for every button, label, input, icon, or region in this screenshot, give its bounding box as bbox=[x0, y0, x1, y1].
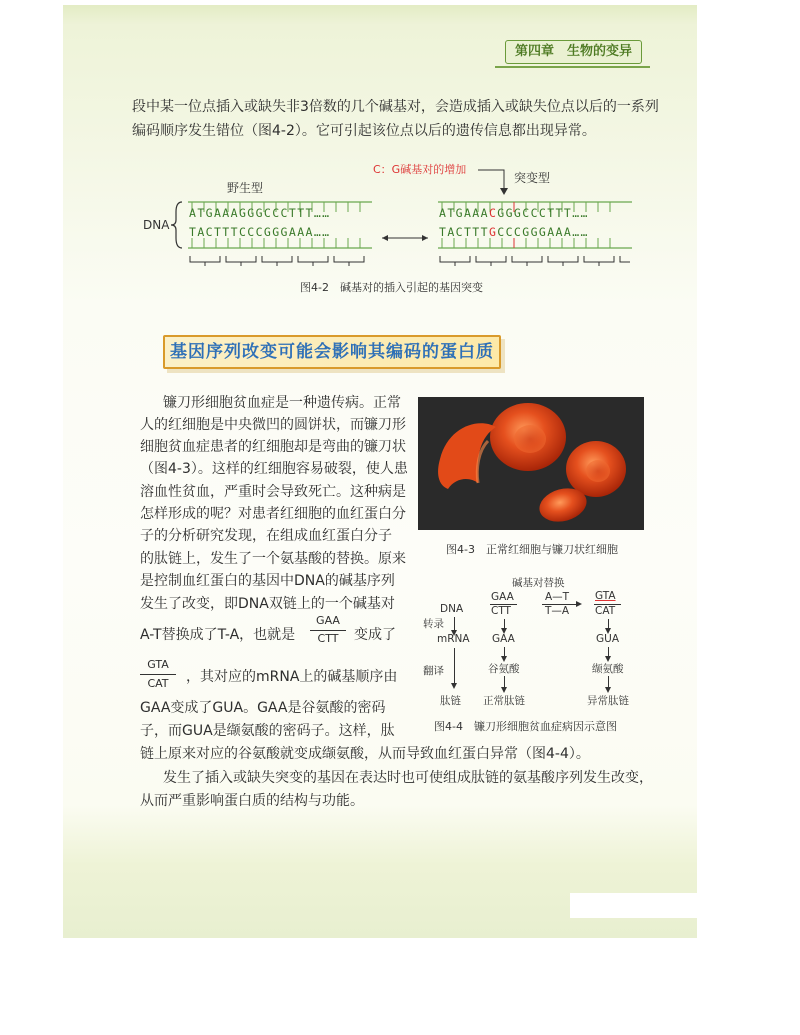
intro-line-1: 段中某一位点插入或缺失非3倍数的几个碱基对，会造成插入或缺失位点以后的一系列 bbox=[132, 99, 659, 115]
fig44-transcribe: 转录 bbox=[423, 618, 444, 630]
fig44-gta: GTA bbox=[595, 590, 616, 602]
body-line-6: 怎样形成的呢？对患者红细胞的血红蛋白分 bbox=[140, 506, 406, 522]
fraction-1-top: GAA bbox=[316, 614, 340, 627]
body-line-7: 子的分析研究发现，在组成血红蛋白分子 bbox=[140, 528, 392, 544]
body-line-13: GAA变成了GUA。GAA是谷氨酸的密码 bbox=[140, 700, 386, 716]
fig44-cat: CAT bbox=[595, 605, 616, 617]
fig44-at: A—T bbox=[545, 591, 570, 603]
mutant-top-strand: ATGAAACGGGCCCTTT…… bbox=[439, 206, 589, 220]
dna-label: DNA bbox=[143, 218, 170, 232]
body-line-2: 人的红细胞是中央微凹的圆饼状，而镰刀形 bbox=[140, 417, 406, 433]
fraction-2-bar bbox=[140, 674, 176, 675]
red-blood-cells-illustration bbox=[418, 397, 644, 530]
section-title: 基因序列改变可能会影响其编码的蛋白质 bbox=[163, 335, 501, 369]
body-line-12: ，其对应的mRNA上的碱基顺序由 bbox=[186, 669, 398, 685]
fig44-gua: GUA bbox=[596, 633, 620, 645]
figure-4-4-caption: 图4-4 镰刀形细胞贫血症病因示意图 bbox=[434, 720, 617, 733]
red-blood-cells-photo bbox=[418, 397, 644, 530]
fig44-peptide: 肽链 bbox=[440, 695, 461, 707]
fig44-title: 碱基对替换 bbox=[512, 577, 565, 589]
body-line-1: 镰刀形细胞贫血症是一种遗传病。正常 bbox=[163, 395, 401, 411]
fig44-mut-arrow-1 bbox=[608, 619, 609, 629]
body-line-3: 细胞贫血症患者的红细胞却是弯曲的镰刀状 bbox=[140, 439, 406, 455]
fraction-2-bottom: CAT bbox=[147, 677, 169, 690]
fraction-1-bar bbox=[310, 630, 346, 631]
fig44-normal-peptide: 正常肽链 bbox=[483, 695, 525, 707]
body-line-15: 链上原来对应的谷氨酸就变成缬氨酸，从而导致血红蛋白异常（图4-4）。 bbox=[140, 746, 590, 762]
figure-4-3-caption: 图4-3 正常红细胞与镰刀状红细胞 bbox=[446, 543, 618, 556]
fig44-normal-arrow-3 bbox=[504, 676, 505, 688]
figure-4-2 bbox=[0, 0, 800, 300]
scan-blank-corner bbox=[570, 893, 697, 918]
wild-bottom-strand: TACTTTCCCGGGAAA…… bbox=[189, 225, 331, 239]
fraction-1-bottom: CTT bbox=[317, 632, 339, 645]
intro-line-2: 编码顺序发生错位（图4-2）。它可引起该位点以后的遗传信息都出现异常。 bbox=[132, 123, 596, 139]
body-line-14: 子，而GUA是缬氨酸的密码子。这样，肽 bbox=[140, 723, 395, 739]
body-line-11b: 变成了 bbox=[354, 627, 396, 643]
fig44-mut-arrow-2 bbox=[608, 647, 609, 657]
mutant-bottom-strand: TACTTTGCCCGGGAAA…… bbox=[439, 225, 589, 239]
insertion-annotation: C：G碱基对的增加 bbox=[373, 163, 467, 176]
fig44-translate-arrow bbox=[454, 648, 455, 684]
figure-4-2-caption: 图4-2 碱基对的插入引起的基因突变 bbox=[300, 281, 483, 294]
body-line-9: 是控制血红蛋白的基因中DNA的碱基序列 bbox=[140, 573, 395, 589]
fig44-val: 缬氨酸 bbox=[592, 663, 624, 675]
fig44-ta: T—A bbox=[545, 605, 570, 617]
mutant-type-label: 突变型 bbox=[514, 171, 551, 185]
fig44-translate: 翻译 bbox=[423, 665, 444, 677]
wild-top-strand: ATGAAAGGGCCCTTT…… bbox=[189, 206, 331, 220]
body-line-16: 发生了插入或缺失突变的基因在表达时也可使组成肽链的氨基酸序列发生改变， bbox=[163, 770, 653, 786]
fig44-gaa-mrna: GAA bbox=[492, 633, 515, 645]
fig44-dna: DNA bbox=[440, 603, 464, 615]
body-line-8: 的肽链上，发生了一个氨基酸的替换。原来 bbox=[140, 551, 406, 567]
fig44-ctt: CTT bbox=[491, 605, 511, 617]
fig44-mrna: mRNA bbox=[437, 633, 470, 645]
fig44-abnormal-peptide: 异常肽链 bbox=[587, 695, 629, 707]
fig44-glu: 谷氨酸 bbox=[488, 663, 520, 675]
fig44-normal-arrow-1 bbox=[504, 619, 505, 629]
fraction-2-top: GTA bbox=[147, 658, 169, 671]
fig44-gaa-top: GAA bbox=[491, 591, 514, 603]
body-line-11a: A-T替换成了T-A，也就是 bbox=[140, 627, 296, 643]
fig44-transcribe-arrow bbox=[454, 617, 455, 631]
body-line-4: （图4-3）。这样的红细胞容易破裂，使人患 bbox=[140, 461, 408, 477]
fig44-mut-arrow-3 bbox=[608, 676, 609, 688]
fig44-normal-arrow-2 bbox=[504, 647, 505, 657]
body-line-10: 发生了改变，即DNA双链上的一个碱基对 bbox=[140, 596, 395, 612]
wild-type-label: 野生型 bbox=[227, 181, 264, 195]
body-line-17: 从而严重影响蛋白质的结构与功能。 bbox=[140, 793, 364, 809]
body-line-5: 溶血性贫血，严重时会导致死亡。这种病是 bbox=[140, 484, 406, 500]
chapter-header: 第四章 生物的变异 bbox=[505, 40, 642, 64]
